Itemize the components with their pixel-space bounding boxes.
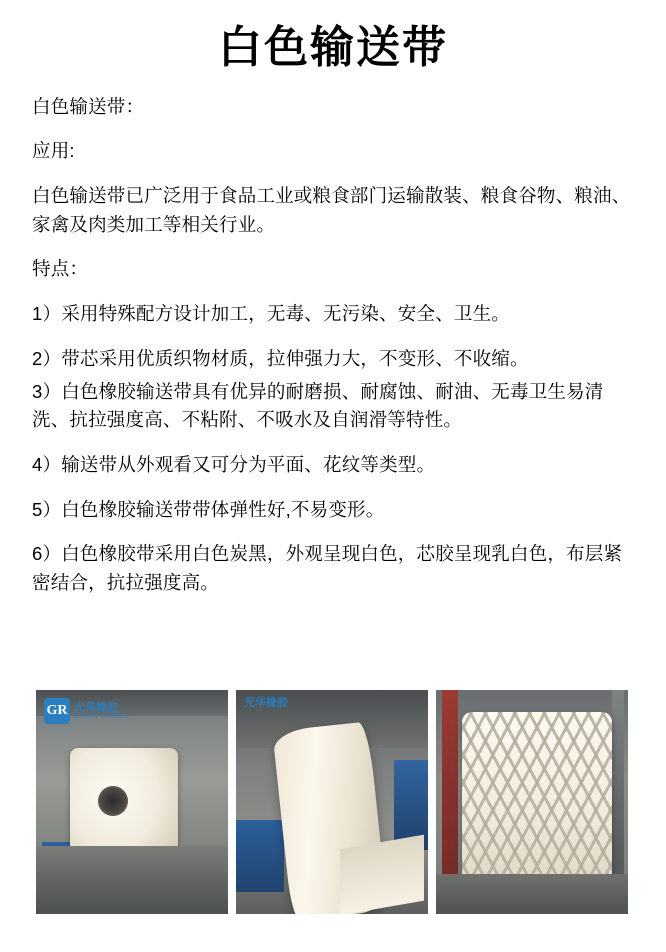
photo-chevron-pattern-belt: [436, 690, 628, 914]
paragraph-feature-4: 4）输送带从外观看又可分为平面、花纹等类型。: [32, 453, 436, 475]
watermark-logo: [244, 698, 288, 709]
paragraph-feature-3: 3）白色橡胶输送带具有优异的耐磨损、耐腐蚀、耐油、无毒卫生易清洗、抗拉强度高、不粘附、不吸水及自润滑等特性。: [32, 380, 604, 431]
paragraph-application-heading: 应用:: [32, 140, 75, 162]
logo-text-cn: 光华橡胶: [244, 697, 288, 709]
page-title: 白色输送带: [218, 23, 448, 72]
machine-frame-left: [236, 820, 284, 892]
logo-text-cn: 光华橡胶: [74, 701, 118, 714]
photo-white-belt-curve: [236, 690, 428, 914]
document-page: [0, 22, 666, 952]
paragraph-feature-5: 5）白色橡胶输送带带体弹性好,不易变形。: [32, 498, 385, 520]
document-body: [0, 93, 666, 598]
product-photo-gallery: [36, 690, 630, 914]
logo-mark-icon: GR: [44, 698, 70, 724]
white-belt-sheet-lower: [340, 835, 424, 914]
paragraph-feature-2: 2）带芯采用优质织物材质，拉伸强力大，不变形、不收缩。: [32, 347, 529, 369]
paragraph-feature-6: 6）白色橡胶带采用白色炭黑，外观呈现白色，芯胶呈现乳白色，布层紧密结合，抗拉强度高。: [32, 543, 623, 593]
paragraph-feature-1: 1）采用特殊配方设计加工，无毒、无污染、安全、卫生。: [32, 303, 510, 325]
photo-white-conveyor-roll: [36, 690, 228, 914]
factory-floor: [36, 846, 228, 914]
chevron-pattern-roll: [462, 712, 612, 894]
roll-core-hub: [98, 786, 128, 816]
watermark-logo: [44, 698, 130, 724]
paragraph-intro: 白色输送带：: [32, 95, 145, 117]
paragraph-application-body: 白色输送带已广泛用于食品工业或粮食部门运输散装、粮食谷物、粮油、家禽及肉类加工等相关行业。: [32, 185, 631, 235]
logo-text-en: GRAND RUBBER: [74, 713, 130, 720]
factory-floor: [436, 874, 628, 914]
paragraph-features-heading: 特点：: [32, 258, 89, 280]
